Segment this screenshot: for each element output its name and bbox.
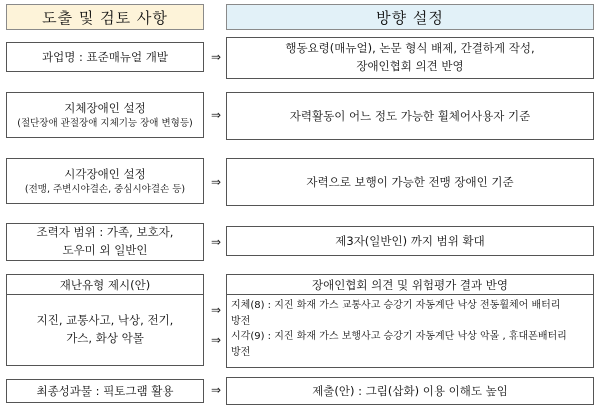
row5-left-line2: 가스, 화상 악몰: [66, 331, 144, 345]
row5-right-title: [227, 275, 593, 295]
row4-right-box: [226, 226, 594, 256]
row5-right-title-text: 장애인협회 의견 및 위험평가 결과 반영: [311, 277, 509, 292]
row4-right-text: 제3자(일반인) 까지 범위 확대: [335, 234, 485, 248]
row1-right-line1: 행동요령(매뉴얼), 논문 형식 배제, 간결하게 작성,: [285, 41, 535, 56]
row5-right-body: [227, 295, 593, 360]
header-findings: 도출 및 검토 사항: [6, 4, 204, 30]
arrow-icon: ⇒: [210, 108, 222, 122]
row5-right-line1: 지체(8) : 지진 화재 가스 교통사고 승강기 자동계단 낙상 전동휠체어 배터리: [231, 300, 561, 311]
row1-right-line2: 장애인협회 의견 반영: [356, 59, 464, 73]
arrow-icon: ⇒: [210, 235, 222, 249]
row4-left-line2: 도우미 외 일반인: [62, 243, 148, 257]
arrow-icon: ⇒: [210, 50, 222, 64]
row5-right-line4: 방전: [231, 346, 251, 358]
row5-left-line1: 지진, 교통사고, 낙상, 전기,: [36, 313, 174, 328]
row2-right-text: 자력활동이 어느 정도 가능한 휠체어사용자 기준: [289, 109, 531, 123]
row4-left-box: [6, 223, 204, 261]
row1-right-box: [226, 37, 594, 79]
row1-left-text: 과업명 : 표준매뉴얼 개발: [42, 50, 168, 64]
row2-left-detail: (절단장애 관절장애 지체기능 장애 변형등): [17, 117, 193, 129]
row5-right-line2: 방전: [231, 315, 251, 327]
arrow-icon: ⇒: [210, 383, 222, 397]
row6-left-text: 최종성과물 : 픽토그램 활용: [36, 384, 174, 398]
row6-right-text: 제출(안) : 그림(삽화) 이용 이해도 높임: [312, 384, 508, 398]
row5-right-line3: 시각(9) : 지진 화재 가스 보행사고 승강기 자동계단 낙상 악몰 , 휴대폰배터리: [231, 331, 567, 342]
row5-left-title: [7, 275, 203, 295]
row3-left-title: 시각장애인 설정: [64, 166, 146, 181]
arrow-icon: ⇒: [210, 175, 222, 189]
row2-right-box: [226, 92, 594, 140]
row2-left-box: [6, 92, 204, 138]
row6-right-box: [226, 377, 594, 405]
row3-left-detail: (전맹, 주변시야결손, 중심시야결손 등): [24, 183, 186, 195]
arrow-icon: ⇒: [210, 303, 222, 317]
row3-right-box: [226, 158, 594, 206]
row2-left-title: 지체장애인 설정: [64, 100, 146, 115]
row5-left-box: [6, 274, 204, 366]
row4-left-line1: 조력자 범위 : 가족, 보호자,: [36, 225, 174, 240]
row1-left-box: [6, 42, 204, 72]
arrow-icon: ⇒: [210, 333, 222, 347]
header-direction: 방향 설정: [226, 4, 594, 30]
row3-right-text: 자력으로 보행이 가능한 전맹 장애인 기준: [306, 175, 514, 189]
row6-left-box: [6, 379, 204, 403]
row3-left-box: [6, 158, 204, 204]
row5-left-body: [7, 295, 203, 365]
row5-right-box: [226, 274, 594, 368]
row5-left-title-text: 재난유형 제시(안): [59, 277, 151, 292]
